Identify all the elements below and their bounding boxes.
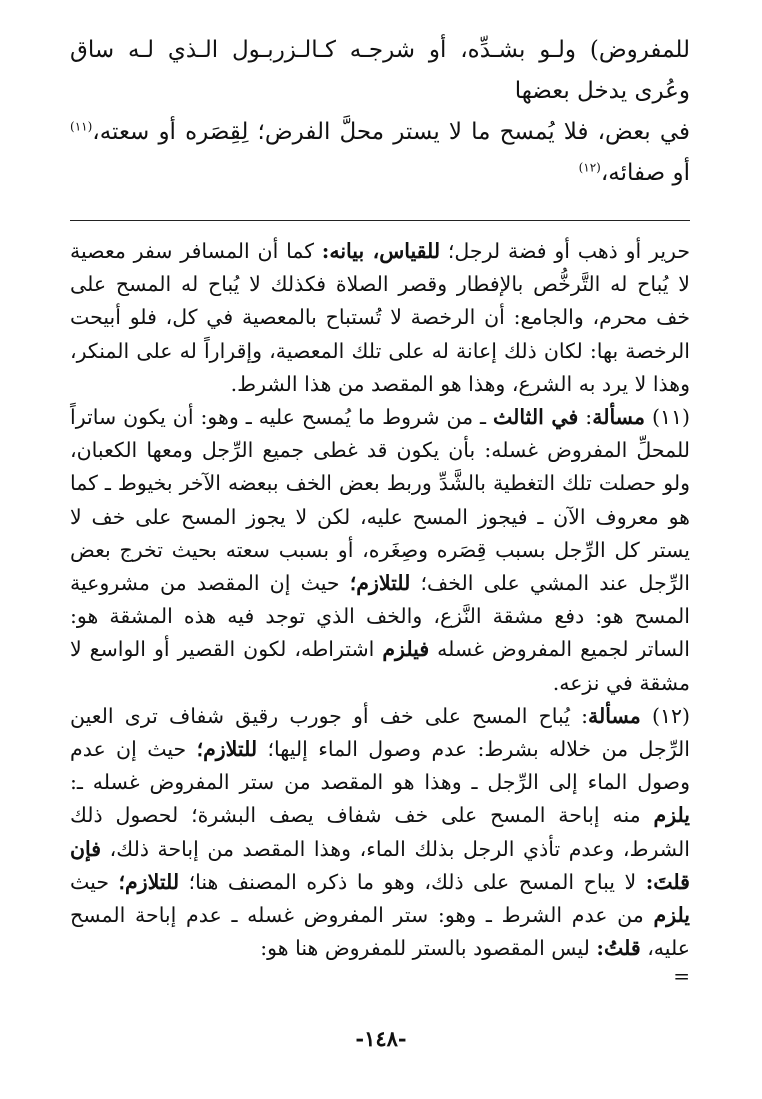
footnote-12-label: مسألة xyxy=(588,703,641,728)
footnote-11-text-1: ـ من شروط ما يُمسح عليه ـ وهو: أن يكون ساتراً للمحلِّ المفروض غسله: بأن يكون قد غطى جميع الرِّجل ومعها الكعبان، ولو حصلت تلك التغطية بالشَّدِّ وربط بعض الخف ببعضه الآخر بخيوط ـ كما هو معروف الآن ـ فيجوز المسح عليه، لكن لا يجوز المسح على خف لا يستر كل الرِّجل بسبب قِصَره وصِغَره، أو بسبب سعته بحيث تخرج بعض الرِّجل عند المشي على الخف؛ xyxy=(70,405,690,596)
footnote-11-text-3: اشتراطه، لكون القصير أو الواسع لا مشقة في نزعه. xyxy=(70,637,690,695)
main-line-2 xyxy=(70,112,690,194)
footnote-12-text-7: ليس المقصود بالستر للمفروض هنا هو: xyxy=(260,936,597,961)
footnote-12-text-5: حيث xyxy=(70,869,119,894)
fn-cont-text-a: حرير أو ذهب أو فضة لرجل؛ xyxy=(440,239,691,263)
footnote-12-text-3: منه إباحة المسح على خف شفاف يصف البشرة؛ لحصول ذلك الشرط، وعدم تأذي الرجل بذلك الماء، وهذا المقصد من إباحة ذلك، xyxy=(70,803,690,861)
main-line-2-text-a: في بعض، فلا يُمسح ما لا يستر محلَّ الفرض؛ لِقِصَره أو سعته، xyxy=(92,119,690,145)
footnote-12-bold-2: يلزم xyxy=(653,803,690,828)
footnote-11-bold-1: في الثالث xyxy=(493,405,579,430)
main-line-1-text: للمفروض) ولـو بشـدِّه، أو شرجـه كـالـزربـول الـذي لـه ساق وعُرى يدخل بعضها xyxy=(70,37,690,104)
fn-cont-bold: للقياس، بيانه: xyxy=(321,239,441,263)
footnote-11-number: (١١) xyxy=(651,405,690,430)
footnote-11-text-2: حيث إن المقصد من مشروعية المسح هو: دفع مشقة النَّزع، والخف الذي توجد فيه هذه المشقة هو: الساتر لجميع المفروض غسله xyxy=(70,571,690,662)
footnote-ref-12[interactable]: (١٢) xyxy=(578,160,601,175)
footnote-12-bold-6: قلتُ: xyxy=(596,936,641,961)
footnote-divider xyxy=(70,220,690,221)
footnote-12-text-1: : يُباح المسح على خف أو جورب رقيق شفاف ترى العين الرِّجل من خلاله بشرط: عدم وصول الماء إليها؛ xyxy=(70,703,690,762)
page-number: -١٤٨- xyxy=(355,1026,407,1051)
footnote-12-text-4: لا يباح المسح على ذلك، وهو ما ذكره المصنف هنا؛ xyxy=(179,869,646,894)
footnote-12 xyxy=(70,700,690,966)
footnote-ref-11[interactable]: (١١) xyxy=(70,119,93,134)
footnote-11 xyxy=(70,401,690,700)
footnote-12-bold-1: للتلازم؛ xyxy=(196,737,258,762)
footnote-12-text-2: حيث إن عدم وصول الماء إلى الرِّجل ـ وهذا هو المقصد من ستر المفروض غسله ـ: xyxy=(70,737,690,795)
main-text xyxy=(70,30,690,194)
footnote-11-bold-2: للتلازم؛ xyxy=(349,571,411,596)
footnote-12-bold-5: يلزم xyxy=(653,903,690,928)
fn-cont-text-c: كما أن المسافر سفر معصية لا يُباح له التَّرخُّص بالإفطار وقصر الصلاة فكذلك لا يُباح له المسح على خف محرم، والجامع: أن الرخصة لا تُستباح بالمعصية في كل، فلو أبيحت الرخصة بها: لكان ذلك إعانة له على تلك المعصية، وإقراراً له على المنكر، وهذا لا يرد به الشرع، وهذا هو المقصد من هذا الشرط. xyxy=(70,239,690,396)
footnote-11-label: مسألة xyxy=(592,405,645,430)
main-line-1 xyxy=(70,30,690,112)
footnotes xyxy=(70,235,690,987)
footnote-12-text-6: من عدم الشرط ـ وهو: ستر المفروض غسله ـ عدم إباحة المسح عليه، xyxy=(70,903,690,961)
footnote-11-colon: : xyxy=(578,405,593,430)
main-line-2-text-b: أو صفائه، xyxy=(600,160,690,186)
footnote-continuation xyxy=(70,235,690,401)
footnote-12-bold-4: للتلازم؛ xyxy=(118,869,180,894)
footnote-12-bold-3: فإن قلتَ: xyxy=(70,836,690,894)
footnote-12-number: (١٢) xyxy=(651,703,690,728)
continuation-mark: = xyxy=(673,964,690,989)
footnote-11-bold-3: فيلزم xyxy=(382,637,430,662)
